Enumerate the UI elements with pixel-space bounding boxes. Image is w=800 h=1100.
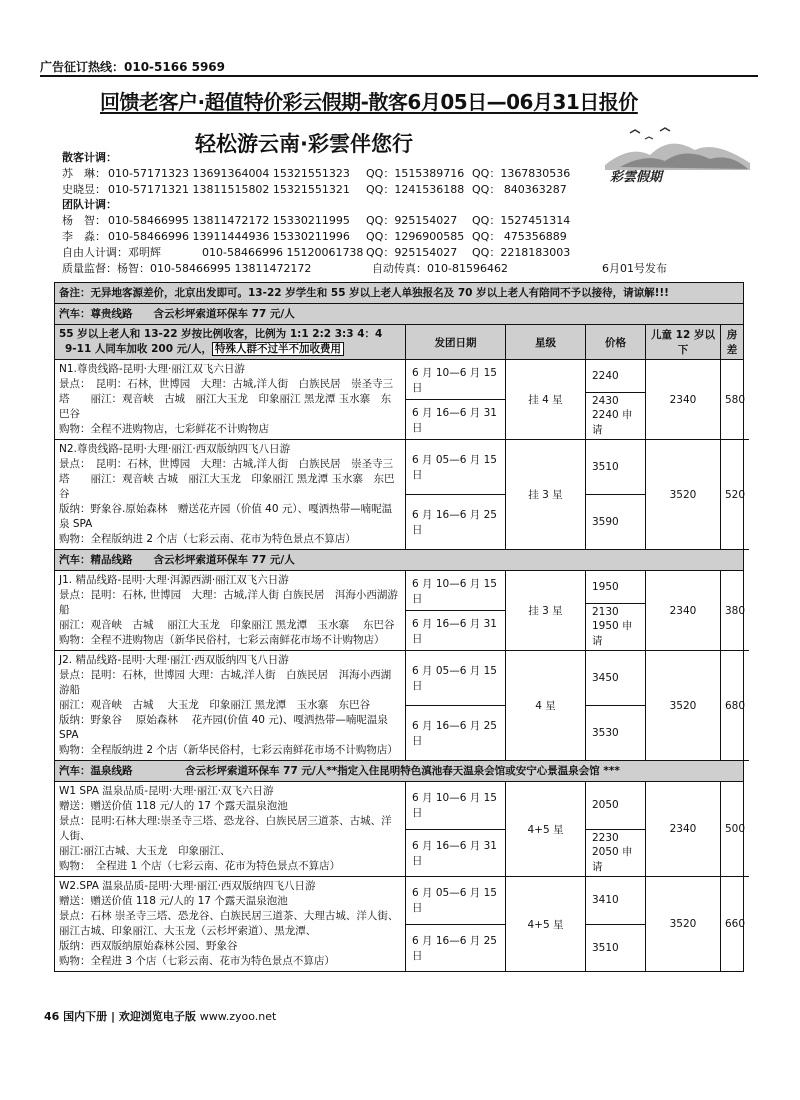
- child-cell: 3520: [646, 440, 721, 550]
- route-desc: N1.尊贵线路-昆明·大理·丽江双飞六日游 景点： 昆明：石林，世博园 大理：古城,洋人街 白族民居 崇圣寺三塔 丽江：观音峡 古城 丽江大玉龙 印象丽江 黑龙潭 玉水寨 东巴谷 购物：全程不进购物店，七彩鲜花不计购物店: [55, 360, 406, 440]
- table-row: [55, 782, 746, 877]
- star-cell: 4 星: [506, 651, 586, 761]
- car-band-premium: 汽车：尊贵线路 含云杉坪索道环保车 77 元/人: [55, 304, 743, 325]
- date-cell: 6 月 10—6 月 15 日 6 月 16—6 月 31 日: [406, 360, 506, 440]
- contact-row: 杨 智： 010-58466995 13811472172 15330211995 QQ：925154027 QQ：1527451314: [62, 214, 571, 228]
- child-cell: 2340: [646, 571, 721, 651]
- table-row: [55, 360, 746, 440]
- contact-row: 苏 琳： 010-57171323 13691364004 15321551323 QQ：1515389716 QQ：1367830536: [62, 166, 571, 180]
- date-cell: 6 月 10—6 月 15 日 6 月 16—6 月 31 日: [406, 571, 506, 651]
- route-desc: J1. 精品线路-昆明·大理·洱源西湖·丽江双飞六日游 景点：昆明：石林, 世博园 大理：古城,洋人街 白族民居 洱海小西湖游船 丽江：观音峡 古城 丽江大玉龙 印象丽江 黑龙潭 玉水寨 东巴谷 购物：全程不进购物店（新华民俗村，七彩云南鲜花市场不计购物店）: [55, 571, 406, 651]
- car-band-select: 汽车：精品线路 含云杉坪索道环保车 77 元/人: [55, 550, 743, 571]
- header-date: 发团日期: [406, 325, 506, 360]
- table-row: [55, 571, 746, 651]
- header-grid: [55, 325, 743, 360]
- policy-cell: 55 岁以上老人和 13-22 岁按比例收客，比例为 1:1 2:2 3:3 4：4 9-11 人同车加收 200 元/人， 特殊人群不过半不加收费用: [55, 325, 406, 360]
- child-cell: 2340: [646, 360, 721, 440]
- star-cell: 4+5 星: [506, 782, 586, 877]
- single-cell: 580: [721, 360, 749, 440]
- retail-label: 散客计调：: [62, 151, 117, 164]
- price-table: [54, 282, 744, 972]
- route-desc: W2.SPA 温泉品质-昆明·大理·丽江·西双版纳四飞八日游 赠送：赠送价值 118 元/人的 17 个露天温泉泡池 景点：石林 崇圣寺三塔、恐龙谷、白族民居三道茶、大理古城、洋人街、 丽江古城、印象丽江、大玉龙（云杉坪索道）、黑龙潭、 版纳：西双版纳原始森林公园、野象谷 购物：全程进 3 个店（七彩云南、花市为特色景点不算店）: [55, 877, 406, 971]
- date-cell: 6 月 05—6 月 15 日 6 月 16—6 月 25 日: [406, 651, 506, 761]
- star-cell: 4+5 星: [506, 877, 586, 971]
- single-cell: 660: [725, 918, 746, 930]
- logo-text: 彩雲假期: [610, 170, 663, 185]
- page-footer: [44, 1008, 276, 1024]
- main-title: 回馈老客户·超值特价彩云假期-散客6月05日—06月31日报价: [100, 90, 638, 114]
- star-cell: 挂 3 星: [506, 440, 586, 550]
- price-cell: 3450 3530: [586, 651, 646, 761]
- car-band-spa: 汽车：温泉线路 含云杉坪索道环保车 77 元/人**指定入住昆明特色滇池春天温泉会馆或安宁心景温泉会馆 ***: [55, 761, 743, 782]
- footer-slogan: 欢迎浏览电子版: [118, 1010, 196, 1023]
- date-cell: 6 月 05—6 月 15 日 6 月 16—6 月 25 日: [406, 440, 506, 550]
- single-cell: 500: [721, 782, 749, 877]
- single-cell: 380: [721, 571, 749, 651]
- price-cell: 3410 3510: [586, 877, 646, 971]
- contact-row: 李 淼： 010-58466996 13911444936 15330211996 QQ：1296900585 QQ： 475356889: [62, 229, 567, 243]
- contact-row: 史晓昱： 010-57171321 13811515802 15321551321 QQ：1241536188 QQ： 840363287: [62, 182, 567, 196]
- contact-row: 自由人计调：邓明辉 010-58466996 15120061738 QQ：925154027 QQ：2218183003: [62, 245, 571, 259]
- price-cell: 1950 2130 1950 申请: [586, 571, 646, 651]
- footer-separator: |: [111, 1010, 116, 1023]
- header-price: 价格: [586, 325, 646, 360]
- child-cell: 2340: [646, 782, 721, 877]
- sub-title: 轻松游云南·彩雲伴您行: [195, 132, 413, 156]
- header-single: 房差: [721, 325, 743, 360]
- price-cell: 3510 3590: [586, 440, 646, 550]
- single-cell: 520: [721, 440, 749, 550]
- star-cell: 挂 4 星: [506, 360, 586, 440]
- page-number: 46: [44, 1010, 60, 1023]
- table-row: [55, 440, 746, 550]
- section-name: 国内下册: [63, 1010, 108, 1023]
- route-desc: N2.尊贵线路-昆明·大理·丽江·西双版纳四飞八日游 景点： 昆明：石林，世博园 大理：古城,洋人街 白族民居 崇圣寺三塔 丽江：观音峡 古城 丽江大玉龙 印象丽江 黑龙潭 玉水寨 东巴谷 版纳：野象谷.原始森林 赠送花卉园（价值 40 元）、嘎洒热带—喃呢温泉 SPA 购物：全程版纳进 2 个店（七彩云南、花市为特色景点不算店）: [55, 440, 406, 550]
- child-cell: 3520: [646, 877, 721, 971]
- star-cell: 挂 3 星: [506, 571, 586, 651]
- route-desc: W1 SPA 温泉品质-昆明·大理·丽江·双飞六日游 赠送：赠送价值 118 元/人的 17 个露天温泉泡池 景点：昆明:石林大理:崇圣寺三塔、恐龙谷、白族民居三道茶、古城、洋人街、 丽江:丽江古城、大玉龙 印象丽江、 购物： 全程进 1 个店（七彩云南、花市为特色景点不算店）: [55, 782, 406, 877]
- quality-row: 质量监督：杨智：010-58466995 13811472172 自动传真：010-81596462 6月01号发布: [62, 261, 667, 275]
- date-cell: 6 月 05—6 月 15 日 6 月 16—6 月 25 日: [406, 877, 506, 971]
- notice-band: 备注：无异地客源差价，北京出发即可。13-22 岁学生和 55 岁以上老人单独报名及 70 岁以上老人有陪同不予以接待，请谅解!!!: [55, 283, 743, 304]
- footer-url[interactable]: www.zyoo.net: [199, 1010, 277, 1023]
- price-cell: 2050 2230 2050 申请: [586, 782, 646, 877]
- top-rule: [40, 75, 758, 77]
- date-cell: 6 月 10—6 月 15 日 6 月 16—6 月 31 日: [406, 782, 506, 877]
- route-desc: J2. 精品线路-昆明·大理·丽江·西双版纳四飞八日游 景点：昆明：石林，世博园 大理：古城,洋人街 白族民居 洱海小西湖游船 丽江：观音峡 古城 大玉龙 印象丽江 黑龙潭 玉水寨 东巴谷 版纳：野象谷 原始森林 花卉园(价值 40 元)、嘎洒热带—喃呢温泉 SPA 购物：全程版纳进 2 个店（新华民俗村，七彩云南鲜花市场不计购物店）: [55, 651, 406, 761]
- table-row: [55, 877, 746, 971]
- group-label: 团队计调：: [62, 198, 117, 212]
- header-child: 儿童 12 岁以下: [646, 325, 721, 360]
- child-cell: 3520: [646, 651, 721, 761]
- single-cell: 680: [721, 651, 749, 761]
- ad-hotline: 广告征订热线：010-5166 5969: [40, 60, 226, 74]
- price-cell: 2240 2430 2240 申请: [586, 360, 646, 440]
- table-row: [55, 651, 746, 761]
- header-star: 星级: [506, 325, 586, 360]
